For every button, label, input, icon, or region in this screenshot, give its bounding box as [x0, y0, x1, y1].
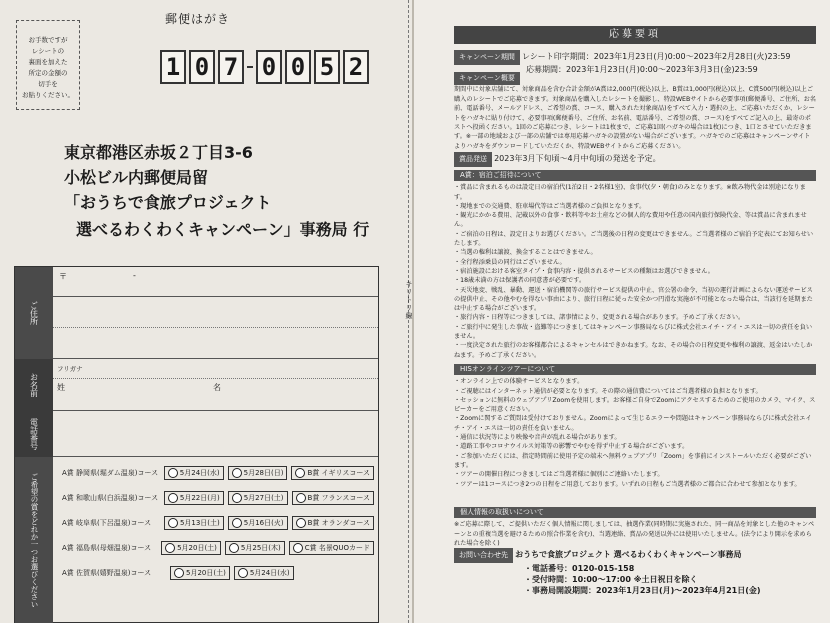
overview-section	[454, 72, 816, 151]
postcode-digit: 0	[189, 50, 215, 84]
radio-icon[interactable]	[293, 543, 303, 553]
course-name: A賞 静岡県(堀ダム温泉)コース	[62, 469, 159, 477]
contact-tag: お問い合わせ先	[454, 548, 513, 563]
furigana-label: フリガナ	[57, 365, 83, 373]
shipping-tag: 賞品発送	[454, 152, 492, 167]
prize-a-item: ・賞品に含まれるものは設定日の宿泊代(1泊2日・2名様1室)、食事代(夕・朝食)のみとなります。※飲み物代金は別途になります。	[454, 184, 806, 201]
his-section	[454, 362, 816, 489]
period-line-2: 応募期間：2023年1月23日(月)0:00～2023年3月3日(金)23:59	[526, 64, 758, 74]
stamp-note-line: 所定の金額の	[28, 69, 68, 77]
postcode-digit: 5	[314, 50, 340, 84]
prize-option: B賞 オランダコース	[307, 519, 370, 527]
course-row-4[interactable]	[62, 541, 378, 555]
postal-dash: -	[133, 271, 136, 280]
course-row-2[interactable]	[62, 491, 378, 505]
radio-icon[interactable]	[168, 493, 178, 503]
address-line: 小松ビル内郵便局留	[64, 168, 209, 187]
his-item: ・通信に状況等により映像や音声が乱れる場合があります。	[454, 434, 621, 442]
prize-a-item: ・18歳未満の方は保護者の同意書が必要です。	[454, 277, 586, 285]
prize-option: B賞 イギリスコース	[307, 469, 370, 477]
radio-icon[interactable]	[232, 518, 242, 528]
his-item: ・オンライン上での体験サービスとなります。	[454, 378, 584, 386]
prize-option: B賞 フランスコース	[307, 494, 370, 502]
date-option: 5月24日(水)	[249, 569, 290, 577]
prize-a-section	[454, 168, 816, 360]
date-option: 5月13日(土)	[179, 519, 220, 527]
course-name: A賞 佐賀県(嬉野温泉)コース	[62, 569, 152, 577]
prize-a-item: ・天災地変、戦乱、暴動、運送・宿泊機関等の旅行サービス提供の中止、官公署の命令、当初の運行計画によらない運送サービスの提供中止、その他やむを得ない事由により、旅行日程に従った安全かつ円滑な実施が不可能となった場合は、当該行を延期または中止する場合がございます。	[454, 286, 813, 313]
date-option: 5月28日(日)	[243, 469, 284, 477]
postal-mark: 〒	[59, 272, 67, 281]
cut-line-label: キリトリ線	[405, 280, 413, 320]
prize-a-heading: A賞：宿泊ご招待について	[454, 170, 816, 181]
prize-a-item: ・全行程添乗員の同行はございません。	[454, 258, 566, 266]
prize-a-item: ・ご宿泊の日程は、設定日よりお選びください。ご当選後の日程の変更はできません。ご当選者様のご宿泊予定表にてお知らせいたします。	[454, 230, 814, 248]
prize-a-item: ・観光にかかる費用、記載以外の食事・飲料等やお土産などの個人的な費用や任意の国内旅行保険代金、等は賞品に含まれません。	[454, 212, 807, 229]
postcode-digit: 0	[256, 50, 282, 84]
radio-icon[interactable]	[296, 493, 306, 503]
prize-a-item: ・ご旅行中に発生した事故・盗難等につきましてはキャンペーン事務局ならびに株式会社エイチ・アイ・エスは一切の責任を負いません。	[454, 323, 813, 341]
course-row-3[interactable]	[62, 516, 378, 530]
phone-label: 電話番号	[15, 411, 53, 457]
postcode-digit: 1	[160, 50, 186, 84]
rules-title: 応募要項	[454, 26, 816, 44]
contact-title: おうちで食旅プロジェクト 選べるわくわくキャンペーン事務局	[515, 550, 742, 559]
date-option: 5月16日(火)	[243, 519, 284, 527]
postal-row[interactable]	[53, 267, 378, 297]
course-name: A賞 岐阜県(下呂温泉)コース	[62, 519, 152, 527]
address-field-2[interactable]	[53, 328, 378, 359]
prize-a-item: ・現地までの交通費、駐車場代等はご当選者様のご負担となります。	[454, 202, 646, 210]
postcode-digit: 7	[218, 50, 244, 84]
radio-icon[interactable]	[174, 568, 184, 578]
contact-section	[454, 548, 816, 596]
overview-text: 期間中に対象店舗にて、対象商品を含む合計金額がA賞は2,000円(税込)以上、B賞は1,000円(税込)以上、C賞500円(税込)以上ご購入のレシートでご応募できます。対象商品を購入したレシートを撮影し、特設WEBサイトから必要事項(郵便番号、ご住所、お名前、電話番号、メールアドレス、ご希望の賞、コース、購入された対象商品)をすべて入力・選択の上、ご応募いただくか、レシートをハガキに貼り付けて、必要事項(郵便番号、ご住所、お名前、電話番号、ご希望の賞、コース)をすべてご記入の上、最寄のポストへ投函ください。1回のご応募につき、レシートは1枚まで、ご応募1回(ハガキの場合は1枚)につき、1口とさせていただきます。※一部の地域および一部の店舗では専用応募ハガキの設置がない場合がございます。ハガキでのご応募はキャンペーンサイトよりハガキをダウンロードしていただくか、特設WEBサイトからご応募ください。	[454, 86, 816, 150]
stamp-note-line: レシートの	[31, 47, 65, 55]
stamp-note-line: お手数ですが	[28, 36, 68, 44]
privacy-section	[454, 505, 816, 548]
contact-line: ・事務局開設期間：2023年1月23日(月)～2023年4月21日(金)	[524, 585, 761, 595]
sei-label: 姓	[57, 383, 65, 392]
address-line: 選べるわくわくキャンペーン」事務局 行	[76, 220, 370, 239]
phone-field[interactable]	[53, 411, 378, 457]
radio-icon[interactable]	[296, 518, 306, 528]
course-name: A賞 福島県(母畑温泉)コース	[62, 544, 152, 552]
course-row-1[interactable]	[62, 466, 378, 480]
shipping-section	[454, 152, 816, 167]
radio-icon[interactable]	[295, 468, 305, 478]
privacy-heading: 個人情報の取扱いについて	[454, 507, 816, 518]
his-item: ・道路工事やコロナウイルス対策等の影響でやむを得ず中止する場合がございます。	[454, 443, 689, 451]
radio-icon[interactable]	[238, 568, 248, 578]
course-label: ご希望の賞をどれか一つお選びください	[15, 457, 53, 623]
prize-a-item: ・当選の権利は譲渡、換金することはできません。	[454, 249, 597, 257]
hagaki-title: 郵便はがき	[165, 12, 231, 26]
stamp-note-line: お貼りください。	[22, 91, 74, 99]
his-item: ・ご参加いただくには、指定時間前に使用予定の端末へ無料ウェブアプリ「Zoom」を事前にインストールいただく必要がございます。	[454, 452, 812, 469]
address-field-1[interactable]	[53, 297, 378, 328]
address-label: ご住所	[15, 267, 53, 359]
date-option: 5月27日(土)	[243, 494, 284, 502]
date-option: 5月22日(月)	[179, 494, 220, 502]
radio-icon[interactable]	[168, 518, 178, 528]
postcode-boxes	[160, 50, 372, 84]
name-label: お名前	[15, 359, 53, 411]
date-option: 5月25日(木)	[240, 544, 281, 552]
his-item: ・Zoomに関するご質問は受付けておりません。Zoomによって生じるエラーや問題はキャンペーン事務局ならびに株式会社エイチ・アイ・エスは一切の責任を負いません。	[454, 415, 812, 432]
contact-line: ・電話番号：0120-015-158	[524, 563, 635, 573]
radio-icon[interactable]	[232, 468, 242, 478]
date-option: 5月20日(土)	[177, 544, 217, 552]
radio-icon[interactable]	[229, 543, 239, 553]
privacy-text: ※ご応募に際して、ご提供いただく個人情報に関しましては、抽選作業(同時期に実施された、同一商品を対象とした他のキャンペーンとの重複当選を避けるための照合作業を含む)、当選連絡、賞品の発送以外には使用いたしません。(法令により開示を求められた場合を除く)	[454, 521, 815, 547]
postcode-digit: 2	[343, 50, 369, 84]
prize-a-item: ・一度決定された旅行のお客様都合によるキャンセルはできかねます。なお、その場合の日程変更や権利の譲渡、返金はいたしかねます。予めご了承ください。	[454, 342, 813, 359]
period-tag: キャンペーン期間	[454, 50, 520, 65]
his-item: ・ツアーの開催日程につきましてはご当選者様に個別にご連絡いたします。	[454, 471, 664, 479]
course-name: A賞 和歌山県(白浜温泉)コース	[62, 494, 159, 502]
contact-line: ・受付時間：10:00～17:00 ※土日祝日を除く	[524, 574, 698, 584]
stamp-area	[16, 20, 80, 110]
postcode-dash	[247, 66, 253, 68]
his-heading: HISオンラインツアーについて	[454, 364, 816, 375]
his-item: ・セッションに無料のウェブアプリZoomを使用します。お客様ご自身でZoomにアクセスするためのご使用のカメラ、マイク、スピーカーをご用意ください。	[454, 396, 816, 414]
his-item: ・ツアーは1コースにつき2つの日程をご用意しております。いずれの日程もご当選者様のご都合に合わせて参加となります。	[454, 480, 801, 488]
prize-a-item: ・宿泊施設における客室タイプ・食事内容・提供されるサービスの種類はお選びできません。	[454, 267, 714, 275]
prize-option: C賞 名景QUOカード	[304, 544, 370, 552]
address-line: 「おうちで食旅プロジェクト	[64, 193, 272, 212]
radio-icon[interactable]	[232, 493, 242, 503]
radio-icon[interactable]	[165, 543, 175, 553]
his-item: ・ご視聴にはインターネット通信が必要となります。その際の通信費についてはご当選者様の負担となります。	[454, 387, 762, 395]
period-line-1: レシート印字期間：2023年1月23日(月)0:00～2023年2月28日(火)23:59	[521, 52, 791, 61]
furigana-field[interactable]	[53, 359, 378, 379]
prize-a-item: ・旅行内容・日程等につきましては、諸事情により、変更される場合があります。予めご了承ください。	[454, 314, 745, 322]
stamp-note-line: 裏面を加えた	[28, 58, 68, 66]
course-row-5[interactable]	[62, 566, 378, 580]
address-line: 東京都港区赤坂２丁目3-6	[64, 143, 253, 162]
postcode-digit: 0	[285, 50, 311, 84]
shipping-text: 2023年3月下旬頃～4月中旬頃の発送を予定。	[494, 154, 661, 163]
mei-label: 名	[213, 383, 221, 392]
stamp-note-line: 切手を	[38, 80, 58, 88]
radio-icon[interactable]	[168, 468, 178, 478]
overview-tag: キャンペーン概要	[454, 72, 520, 85]
date-option: 5月20日(土)	[186, 569, 226, 577]
name-field[interactable]	[53, 379, 378, 411]
date-option: 5月24日(水)	[179, 469, 220, 477]
